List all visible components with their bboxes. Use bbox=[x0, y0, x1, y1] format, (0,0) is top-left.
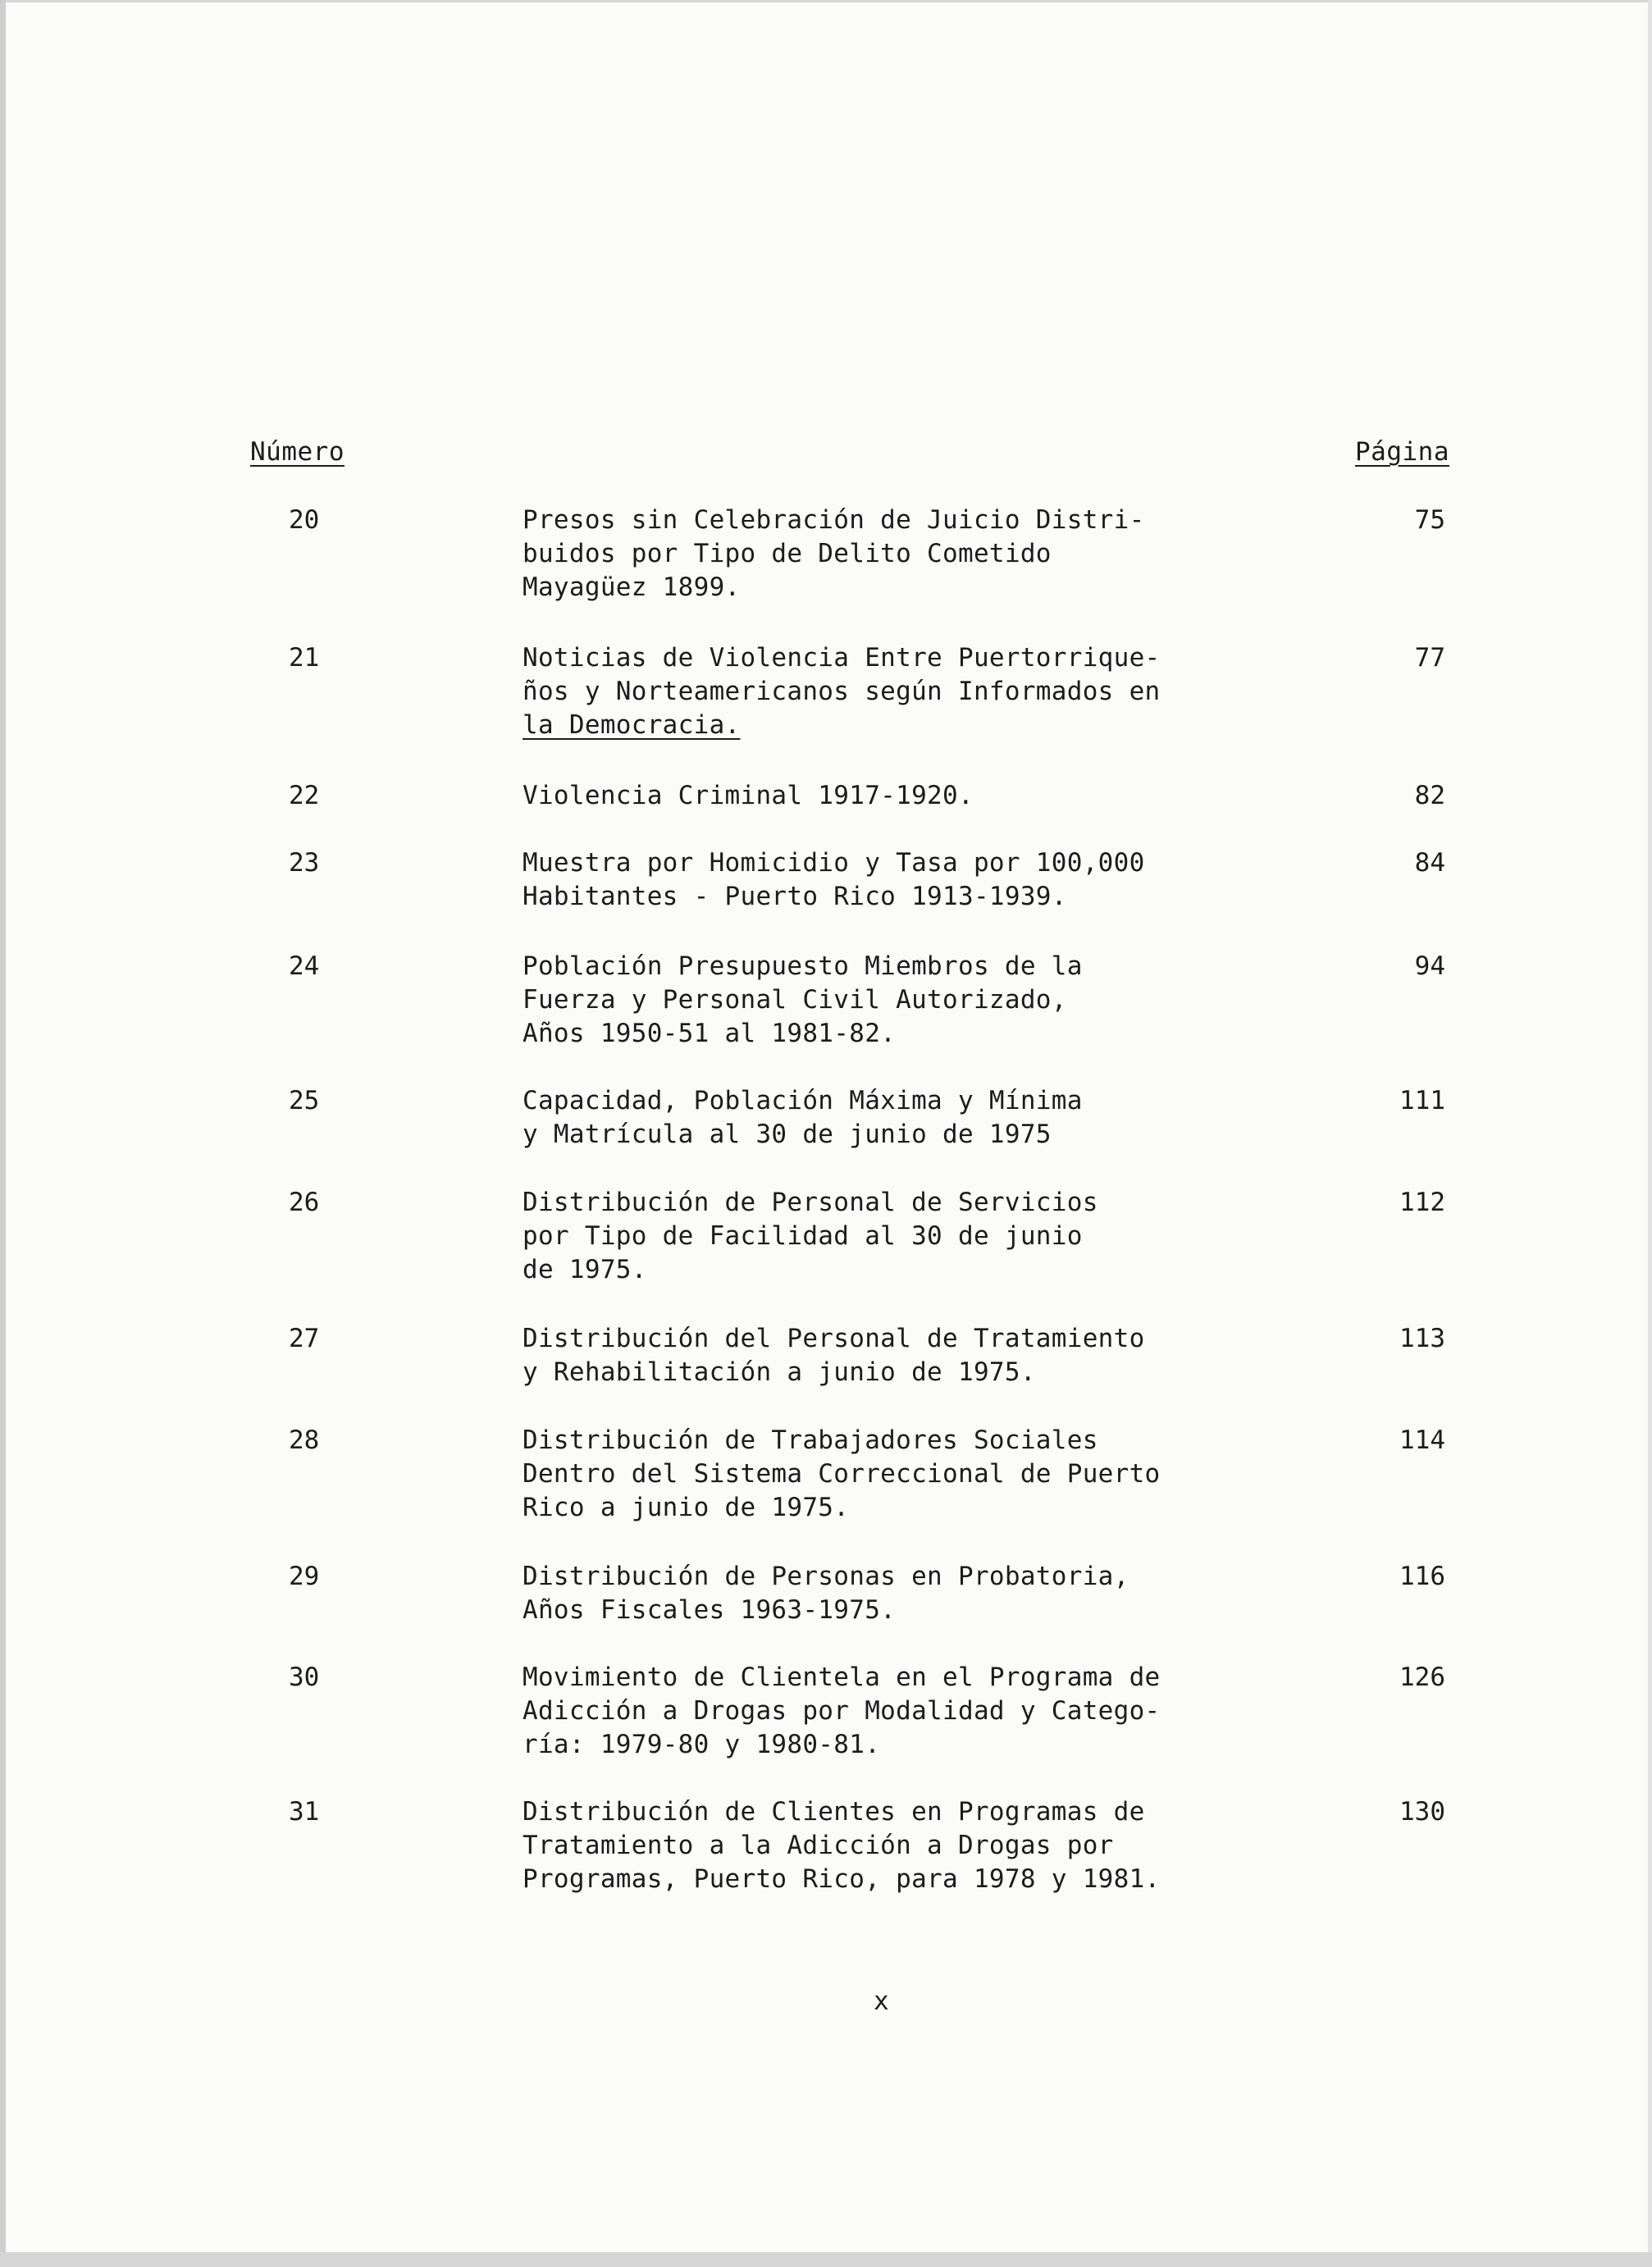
entry-title: Movimiento de Clientela en el Programa de Adicción a Drogas por Modalidad y Catego- ría: 1979-80 y 1980-81. bbox=[523, 1663, 1161, 1759]
entry-title: Capacidad, Población Máxima y Mínima y Matrícula al 30 de junio de 1975 bbox=[523, 1086, 1083, 1149]
entry-number: 27 bbox=[289, 1324, 320, 1353]
pagina-column-header: Página bbox=[1355, 437, 1449, 467]
entry-page: 94 bbox=[1414, 951, 1445, 981]
entry-number: 31 bbox=[289, 1797, 320, 1827]
entry-title: Muestra por Homicidio y Tasa por 100,000 Habitantes - Puerto Rico 1913-1939. bbox=[523, 848, 1145, 911]
scan-left-edge bbox=[0, 0, 6, 2267]
entry-number: 29 bbox=[289, 1562, 320, 1591]
page-folio: x bbox=[874, 1986, 889, 2016]
entry-number: 28 bbox=[289, 1425, 320, 1455]
entry-title: Presos sin Celebración de Juicio Distri- buidos por Tipo de Delito Cometido Mayagüez 1899. bbox=[523, 505, 1145, 602]
scan-right-edge bbox=[1648, 0, 1652, 2267]
entry-number: 23 bbox=[289, 848, 320, 878]
entry-number: 22 bbox=[289, 781, 320, 810]
entry-number: 20 bbox=[289, 505, 320, 535]
entry-page: 75 bbox=[1414, 505, 1445, 535]
entry-title: Distribución del Personal de Tratamiento y Rehabilitación a junio de 1975. bbox=[523, 1324, 1145, 1387]
entry-title-text: Noticias de Violencia Entre Puertorrique- ños y Norteamericanos según Informados en bbox=[523, 643, 1161, 706]
entry-number: 24 bbox=[289, 951, 320, 981]
entry-number: 21 bbox=[289, 643, 320, 673]
entry-page: 84 bbox=[1414, 848, 1445, 878]
entry-number: 26 bbox=[289, 1188, 320, 1217]
entry-title bbox=[523, 641, 1244, 742]
entry-page: 113 bbox=[1399, 1324, 1445, 1353]
entry-number: 25 bbox=[289, 1086, 320, 1115]
entry-page: 112 bbox=[1399, 1188, 1445, 1217]
scan-top-edge bbox=[0, 0, 1652, 2]
entry-page: 77 bbox=[1414, 643, 1445, 673]
entry-page: 111 bbox=[1399, 1086, 1445, 1115]
numero-column-header: Número bbox=[250, 437, 345, 467]
entry-number: 30 bbox=[289, 1663, 320, 1692]
entry-title: Población Presupuesto Miembros de la Fuerza y Personal Civil Autorizado, Años 1950-51 al 1981-82. bbox=[523, 951, 1083, 1048]
entry-title: Distribución de Personal de Servicios por Tipo de Facilidad al 30 de junio de 1975. bbox=[523, 1188, 1098, 1284]
entry-page: 116 bbox=[1399, 1562, 1445, 1591]
entry-title: Distribución de Trabajadores Sociales Dentro del Sistema Correccional de Puerto Rico a junio de 1975. bbox=[523, 1425, 1161, 1522]
entry-page: 114 bbox=[1399, 1425, 1445, 1455]
entry-title: Violencia Criminal 1917-1920. bbox=[523, 781, 974, 810]
entry-title: Distribución de Personas en Probatoria, Años Fiscales 1963-1975. bbox=[523, 1562, 1129, 1625]
entry-page: 130 bbox=[1399, 1797, 1445, 1827]
entry-title-underlined: la Democracia. bbox=[523, 710, 741, 740]
entry-page: 126 bbox=[1399, 1663, 1445, 1692]
scan-bottom-edge bbox=[0, 2252, 1652, 2267]
entry-title: Distribución de Clientes en Programas de Tratamiento a la Adicción a Drogas por Programas, Puerto Rico, para 1978 y 1981. bbox=[523, 1797, 1161, 1894]
entry-page: 82 bbox=[1414, 781, 1445, 810]
